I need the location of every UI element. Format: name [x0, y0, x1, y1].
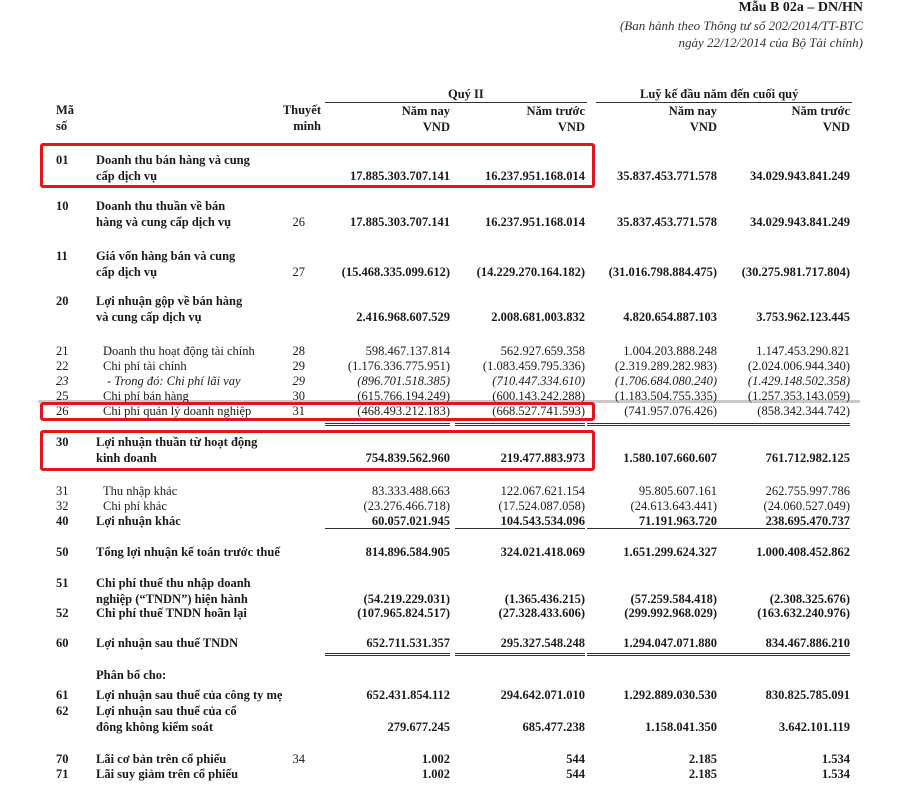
row-label: Lãi cơ bản trên cổ phiếu	[96, 752, 227, 766]
row-note: 34	[292, 752, 305, 766]
col-y-cur: Năm nay	[668, 104, 717, 118]
row-value-q-prev: 16.237.951.168.014	[485, 169, 585, 183]
row-code: 10	[56, 199, 69, 213]
row-value-y-cur: 1.292.889.030.530	[623, 688, 717, 702]
row-code: 50	[56, 545, 69, 559]
group-quarter-rule	[325, 102, 587, 103]
row-value-y-prev: 1.147.453.290.821	[756, 344, 850, 358]
total-underline	[715, 423, 850, 424]
col-q-cur-unit: VND	[422, 120, 450, 134]
row-value-y-cur: 1.651.299.624.327	[623, 545, 717, 559]
group-ytd-rule	[596, 102, 852, 103]
row-value-y-cur: 71.191.963.720	[638, 514, 717, 528]
issued-by: (Ban hành theo Thông tư số 202/2014/TT-BTC	[619, 18, 863, 33]
row-code: 25	[56, 389, 69, 403]
row-value-y-cur: 1.004.203.888.248	[623, 344, 717, 358]
row-label: cấp dịch vụ	[96, 169, 158, 183]
total-underline	[325, 653, 450, 654]
col-note-line2: minh	[293, 119, 321, 133]
row-value-q-prev: (27.328.433.606)	[498, 606, 585, 620]
row-value-y-prev: 830.825.785.091	[765, 688, 850, 702]
total-underline	[587, 423, 717, 424]
row-value-y-prev: (30.275.981.717.804)	[741, 265, 850, 279]
row-value-y-prev: 834.467.886.210	[765, 636, 850, 650]
total-underline	[455, 425, 585, 426]
row-value-q-cur: (1.176.336.775.951)	[347, 359, 450, 373]
row-value-q-cur: 83.333.488.663	[371, 484, 450, 498]
row-value-q-cur: 1.002	[421, 767, 450, 781]
row-value-y-cur: 35.837.453.771.578	[617, 169, 717, 183]
row-value-y-prev: (2.308.325.676)	[769, 592, 850, 606]
total-underline	[455, 528, 585, 529]
row-note: 30	[292, 389, 305, 403]
row-label: Lợi nhuận thuần từ hoạt động	[96, 435, 258, 449]
row-value-q-cur: 2.416.968.607.529	[356, 310, 450, 324]
col-y-prev-unit: VND	[822, 120, 850, 134]
row-code: 20	[56, 294, 69, 308]
row-value-q-cur: 17.885.303.707.141	[350, 215, 450, 229]
row-value-q-prev: (17.524.087.058)	[498, 499, 585, 513]
row-value-q-cur: (54.219.229.031)	[363, 592, 450, 606]
total-underline	[587, 528, 717, 529]
row-value-q-cur: 754.839.562.960	[365, 451, 450, 465]
issued-date: ngày 22/12/2014 của Bộ Tài chính)	[678, 35, 863, 50]
row-label: hàng và cung cấp dịch vụ	[96, 215, 232, 229]
row-value-q-prev: 294.642.071.010	[500, 688, 585, 702]
total-underline	[455, 423, 585, 424]
row-label: Chi phí quản lý doanh nghiệp	[103, 404, 252, 418]
row-label: Chi phí khác	[103, 499, 167, 513]
row-value-q-prev: (668.527.741.593)	[492, 404, 585, 418]
row-value-q-cur: 17.885.303.707.141	[350, 169, 450, 183]
total-underline	[325, 655, 450, 656]
row-value-y-prev: (24.060.527.049)	[763, 499, 850, 513]
row-code: 61	[56, 688, 69, 702]
row-code: 23	[56, 374, 69, 388]
total-underline	[715, 425, 850, 426]
row-value-y-prev: (1.257.353.143.059)	[747, 389, 850, 403]
row-code: 31	[56, 484, 69, 498]
total-underline	[587, 655, 717, 656]
row-label: Lợi nhuận sau thuế TNDN	[96, 636, 239, 650]
row-label: cấp dịch vụ	[96, 265, 158, 279]
row-value-q-cur: 652.431.854.112	[366, 688, 450, 702]
row-value-q-cur: 652.711.531.357	[366, 636, 450, 650]
row-note: 27	[292, 265, 305, 279]
row-value-y-prev: 1.534	[821, 752, 850, 766]
row-value-q-cur: (896.701.518.385)	[357, 374, 450, 388]
row-code: 22	[56, 359, 69, 373]
row-value-y-prev: 1.534	[821, 767, 850, 781]
row-value-q-prev: 16.237.951.168.014	[485, 215, 585, 229]
row-note: 26	[292, 215, 305, 229]
row-value-q-cur: 1.002	[421, 752, 450, 766]
row-value-y-prev: 3.753.962.123.445	[756, 310, 850, 324]
row-value-y-cur: 1.294.047.071.880	[623, 636, 717, 650]
row-note: 29	[292, 359, 305, 373]
row-code: 52	[56, 606, 69, 620]
row-label: kinh doanh	[96, 451, 157, 465]
total-underline	[587, 425, 717, 426]
highlight-box-revenue	[40, 143, 595, 188]
group-ytd: Luỹ kế đầu năm đến cuối quý	[640, 87, 799, 101]
total-underline	[587, 653, 717, 654]
row-value-q-cur: (107.965.824.517)	[357, 606, 450, 620]
row-label: đông không kiểm soát	[96, 720, 214, 734]
total-underline	[455, 655, 585, 656]
row-code: 01	[56, 153, 69, 167]
row-value-q-prev: 2.008.681.003.832	[491, 310, 585, 324]
row-value-y-prev: 761.712.982.125	[765, 451, 850, 465]
col-y-prev: Năm trước	[791, 104, 850, 118]
row-note: 31	[292, 404, 305, 418]
col-q-prev-unit: VND	[557, 120, 585, 134]
row-code: 71	[56, 767, 69, 781]
row-value-q-prev: (14.229.270.164.182)	[476, 265, 585, 279]
row-label: Lợi nhuận sau thuế của cổ	[96, 704, 237, 718]
total-underline	[715, 655, 850, 656]
row-value-q-prev: (710.447.334.610)	[492, 374, 585, 388]
total-underline	[325, 528, 450, 529]
row-value-q-prev: (600.143.242.288)	[492, 389, 585, 403]
row-value-y-cur: 35.837.453.771.578	[617, 215, 717, 229]
row-value-q-cur: 60.057.021.945	[371, 514, 450, 528]
row-value-q-prev: 295.327.548.248	[500, 636, 585, 650]
row-value-q-prev: 562.927.659.358	[500, 344, 585, 358]
row-code: 60	[56, 636, 69, 650]
row-note: 28	[292, 344, 305, 358]
row-code: 51	[56, 576, 69, 590]
row-value-y-cur: (741.957.076.426)	[624, 404, 717, 418]
row-code: 32	[56, 499, 69, 513]
group-quarter: Quý II	[448, 87, 484, 101]
row-code: 11	[56, 249, 68, 263]
row-code: 40	[56, 514, 69, 528]
row-value-y-cur: (2.319.289.282.983)	[614, 359, 717, 373]
row-label: Doanh thu thuần về bán	[96, 199, 226, 213]
row-label: Lãi suy giảm trên cổ phiếu	[96, 767, 239, 781]
row-code: 21	[56, 344, 69, 358]
row-code: 70	[56, 752, 69, 766]
col-q-prev: Năm trước	[526, 104, 585, 118]
row-value-q-prev: 219.477.883.973	[500, 451, 585, 465]
row-label: Doanh thu bán hàng và cung	[96, 153, 250, 167]
row-label: Giá vốn hàng bán và cung	[96, 249, 236, 263]
row-value-q-prev: 544	[566, 767, 585, 781]
row-code: 62	[56, 704, 69, 718]
row-value-y-prev: (1.429.148.502.358)	[747, 374, 850, 388]
row-value-y-prev: (858.342.344.742)	[757, 404, 850, 418]
row-value-y-cur: (57.259.584.418)	[630, 592, 717, 606]
row-value-q-cur: (468.493.212.183)	[357, 404, 450, 418]
row-code: 30	[56, 435, 69, 449]
row-value-y-cur: 2.185	[688, 752, 717, 766]
row-value-y-prev: 3.642.101.119	[778, 720, 850, 734]
highlight-box-admin-expense	[40, 402, 595, 421]
row-label: Chi phí tài chính	[103, 359, 187, 373]
row-code: 26	[56, 404, 69, 418]
total-underline	[325, 423, 450, 424]
row-value-q-prev: 104.543.534.096	[500, 514, 585, 528]
row-label: Phân bổ cho:	[96, 668, 167, 682]
form-code: Mẫu B 02a – DN/HN	[738, 0, 863, 15]
row-label: Lợi nhuận khác	[96, 514, 181, 528]
row-value-y-cur: 1.158.041.350	[645, 720, 717, 734]
row-value-y-prev: 262.755.997.786	[765, 484, 850, 498]
row-value-q-cur: (615.766.194.249)	[357, 389, 450, 403]
row-value-q-cur: (15.468.335.099.612)	[341, 265, 450, 279]
row-value-q-prev: (1.083.459.795.336)	[482, 359, 585, 373]
row-value-q-prev: 685.477.238	[522, 720, 585, 734]
row-value-y-cur: (24.613.643.441)	[630, 499, 717, 513]
row-value-y-cur: 2.185	[688, 767, 717, 781]
col-y-cur-unit: VND	[689, 120, 717, 134]
row-label: Thu nhập khác	[103, 484, 178, 498]
row-value-y-prev: (2.024.006.944.340)	[747, 359, 850, 373]
row-label: Lợi nhuận gộp về bán hàng	[96, 294, 243, 308]
row-label: Lợi nhuận sau thuế của công ty mẹ	[96, 688, 283, 702]
row-label: Doanh thu hoạt động tài chính	[103, 344, 255, 358]
row-value-y-cur: (1.706.684.080.240)	[614, 374, 717, 388]
row-value-y-prev: 238.695.470.737	[765, 514, 850, 528]
total-underline	[455, 653, 585, 654]
total-underline	[715, 528, 850, 529]
row-value-y-prev: 34.029.943.841.249	[750, 215, 850, 229]
row-value-y-prev: 1.000.408.452.862	[756, 545, 850, 559]
row-label: Chi phí thuế thu nhập doanh	[96, 576, 251, 590]
row-label: - Trong đó: Chi phí lãi vay	[107, 374, 241, 388]
col-code-line2: số	[56, 119, 68, 133]
row-label: và cung cấp dịch vụ	[96, 310, 202, 324]
row-value-q-prev: 324.021.418.069	[500, 545, 585, 559]
row-note: 29	[292, 374, 305, 388]
row-value-y-cur: 4.820.654.887.103	[623, 310, 717, 324]
row-value-y-cur: (31.016.798.884.475)	[608, 265, 717, 279]
row-value-q-prev: 544	[566, 752, 585, 766]
row-value-y-cur: 95.805.607.161	[638, 484, 717, 498]
row-value-q-prev: 122.067.621.154	[500, 484, 585, 498]
col-note-line1: Thuyết	[282, 103, 321, 117]
row-label: Chi phí thuế TNDN hoãn lại	[96, 606, 247, 620]
row-value-y-cur: 1.580.107.660.607	[623, 451, 717, 465]
row-value-y-prev: 34.029.943.841.249	[750, 169, 850, 183]
row-label: nghiệp (“TNDN”) hiện hành	[96, 592, 248, 606]
row-value-y-cur: (299.992.968.029)	[624, 606, 717, 620]
row-value-y-cur: (1.183.504.755.335)	[614, 389, 717, 403]
row-value-q-cur: 279.677.245	[387, 720, 450, 734]
highlight-box-operating-profit	[40, 430, 595, 471]
row-value-q-cur: 814.896.584.905	[365, 545, 450, 559]
total-underline	[325, 425, 450, 426]
row-value-y-prev: (163.632.240.976)	[757, 606, 850, 620]
row-label: Chi phí bán hàng	[103, 389, 189, 403]
row-value-q-cur: (23.276.466.718)	[363, 499, 450, 513]
row-label: Tổng lợi nhuận kế toán trước thuế	[96, 545, 280, 559]
col-code-line1: Mã	[56, 103, 75, 117]
total-underline	[715, 653, 850, 654]
row-value-q-cur: 598.467.137.814	[365, 344, 450, 358]
row-value-q-prev: (1.365.436.215)	[504, 592, 585, 606]
col-q-cur: Năm nay	[401, 104, 450, 118]
